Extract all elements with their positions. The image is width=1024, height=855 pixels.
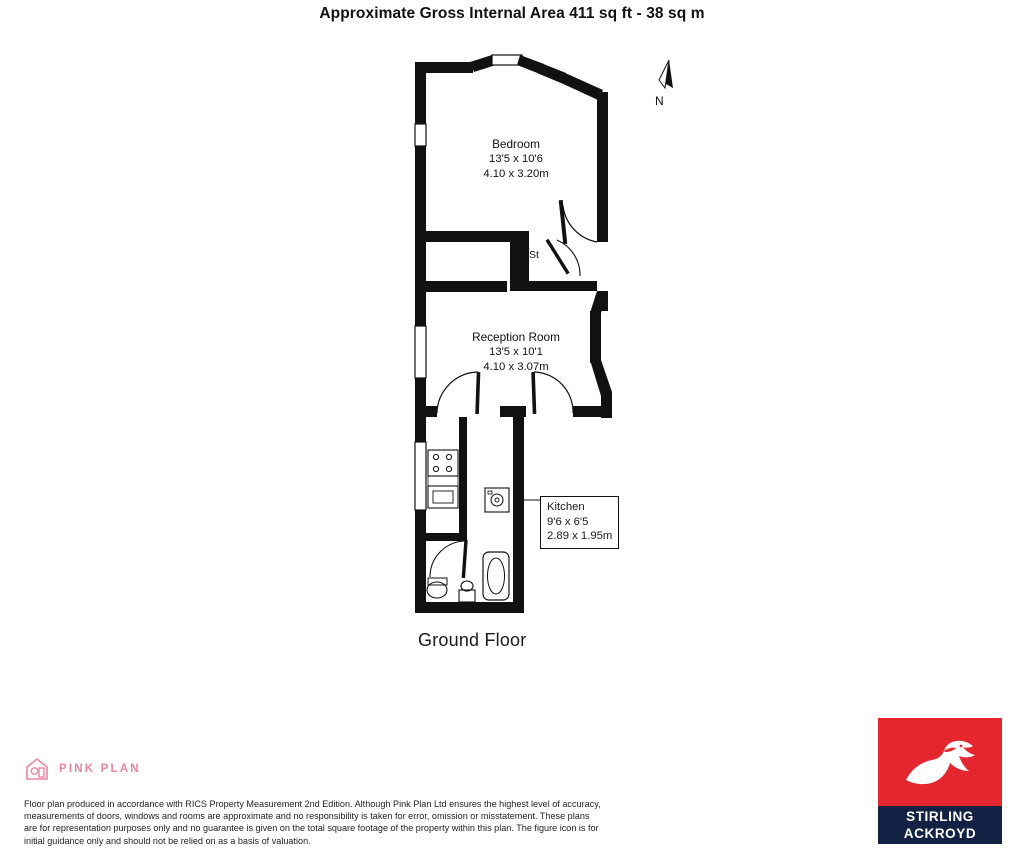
page-title: Approximate Gross Internal Area 411 sq ft - 38 sq m	[319, 5, 705, 22]
logo-line-2: ACKROYD	[903, 826, 977, 841]
room-name: Kitchen	[547, 501, 585, 513]
house-icon	[24, 756, 50, 782]
logo-wordmark	[878, 806, 1002, 844]
room-label-storage: St	[529, 249, 539, 261]
room-dim-metric: 4.10 x 3.07m	[483, 361, 549, 373]
floor-caption: Ground Floor	[418, 630, 527, 650]
room-name: Bedroom	[492, 137, 540, 151]
room-label-reception	[441, 330, 591, 375]
room-dim-metric: 2.89 x 1.95m	[547, 530, 613, 542]
compass-north-icon	[645, 58, 695, 98]
pink-plan-label: PINK PLAN	[59, 763, 141, 775]
room-label-bedroom	[451, 137, 581, 182]
griffin-icon	[878, 718, 1002, 806]
room-dim-imperial: 13'5 x 10'1	[489, 346, 543, 358]
compass-label: N	[655, 94, 664, 108]
compass	[645, 58, 695, 118]
room-dim-imperial: 9'6 x 6'5	[547, 515, 589, 528]
room-name: Reception Room	[472, 330, 560, 344]
pink-plan-branding	[24, 756, 141, 782]
room-label-kitchen	[540, 496, 619, 549]
logo-line-1: STIRLING	[906, 809, 974, 824]
disclaimer-text: Floor plan produced in accordance with RICS Property Measurement 2nd Edition. Although Pink Plan Ltd ensures the highest level of accuracy, measurements of doors, windows and rooms are approximate and no responsibility is taken for error, omission or misstatement. These plans are for representation purposes only and no guarantee is given on the total square footage of the property within this plan. The figure icon is for initial guidance only and should not be relied on as a basis of valuation.	[24, 799, 601, 846]
room-dim-imperial: 13'5 x 10'6	[489, 153, 543, 165]
logo-crest-panel	[878, 718, 1002, 806]
room-dim-metric: 4.10 x 3.20m	[483, 168, 549, 180]
stirling-ackroyd-logo	[878, 718, 1002, 844]
